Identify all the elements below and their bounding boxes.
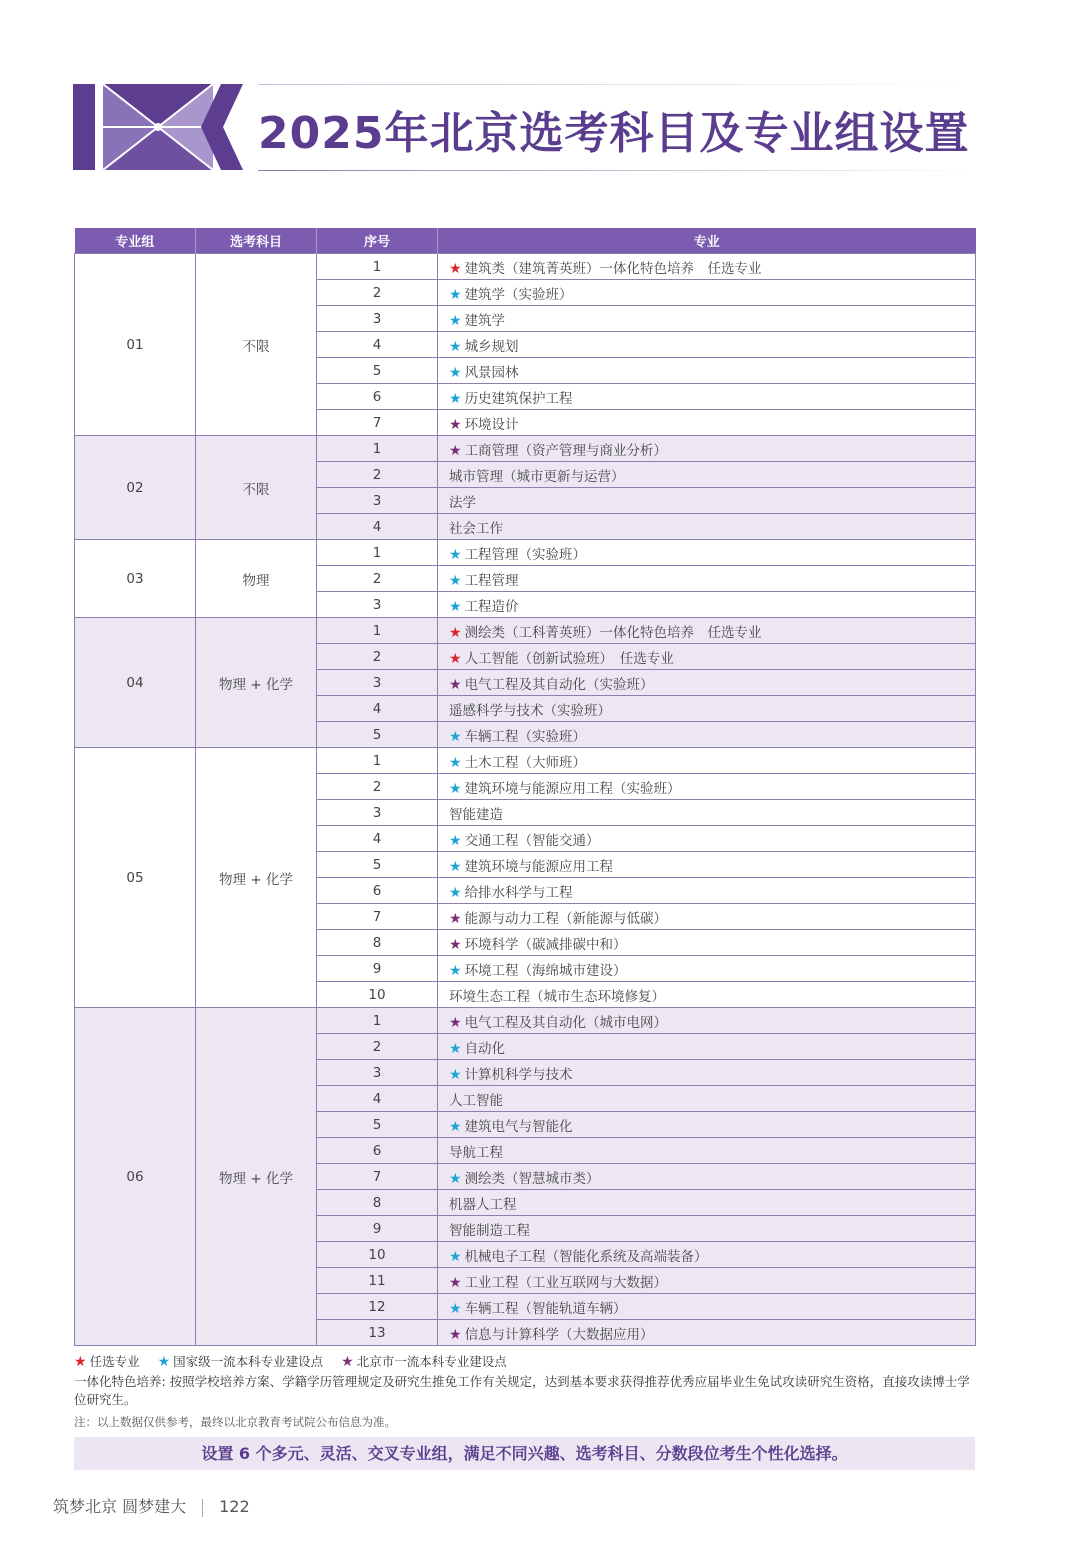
major-name: 工业工程（工业互联网与大数据） <box>464 1274 668 1291</box>
subjects-cell: 物理 <box>196 540 317 618</box>
blue-star-icon: ★ <box>449 884 462 901</box>
group-cell: 01 <box>75 254 196 436</box>
major-name: 环境工程（海绵城市建设） <box>464 962 627 979</box>
legend-label: 国家级一流本科专业建设点 <box>173 1354 324 1369</box>
number-cell: 4 <box>317 696 438 722</box>
number-cell: 2 <box>317 1034 438 1060</box>
major-name: 工程造价 <box>464 598 519 615</box>
page-number: 122 <box>219 1497 250 1516</box>
major-name: 电气工程及其自动化（城市电网） <box>464 1014 668 1031</box>
column-header-group: 专业组 <box>75 228 196 254</box>
purple-star-icon: ★ <box>449 1014 462 1031</box>
legend-item-beijing <box>341 1354 507 1369</box>
blue-star-icon: ★ <box>449 1248 462 1265</box>
major-cell <box>438 982 976 1008</box>
column-header-major: 专业 <box>438 228 976 254</box>
purple-star-icon: ★ <box>449 416 462 433</box>
number-cell: 1 <box>317 540 438 566</box>
major-name: 社会工作 <box>449 520 503 537</box>
major-name: 建筑电气与智能化 <box>464 1118 573 1135</box>
major-name: 智能制造工程 <box>449 1222 530 1239</box>
purple-star-icon: ★ <box>449 676 462 693</box>
blue-star-icon: ★ <box>449 1300 462 1317</box>
blue-star-icon: ★ <box>449 780 462 797</box>
major-name: 智能建造 <box>449 806 503 823</box>
major-cell <box>438 800 976 826</box>
major-cell <box>438 774 976 800</box>
blue-star-icon: ★ <box>449 832 462 849</box>
number-cell: 8 <box>317 1190 438 1216</box>
blue-star-icon: ★ <box>449 1040 462 1057</box>
number-cell: 1 <box>317 1008 438 1034</box>
number-cell: 7 <box>317 904 438 930</box>
number-cell: 3 <box>317 592 438 618</box>
number-cell: 8 <box>317 930 438 956</box>
subjects-cell: 物理 + 化学 <box>196 748 317 1008</box>
major-name: 环境设计 <box>464 416 519 433</box>
major-cell <box>438 1294 976 1320</box>
purple-star-icon: ★ <box>449 910 462 927</box>
major-cell <box>438 748 976 774</box>
number-cell: 9 <box>317 956 438 982</box>
legend-label: 任选专业 <box>89 1354 140 1369</box>
blue-star-icon: ★ <box>449 598 462 615</box>
title-rule-top <box>258 84 978 85</box>
title-rule-bottom <box>258 170 978 171</box>
number-cell: 1 <box>317 748 438 774</box>
major-cell <box>438 1086 976 1112</box>
purple-star-icon: ★ <box>341 1354 354 1370</box>
blue-star-icon: ★ <box>449 858 462 875</box>
major-name: 建筑类（建筑菁英班）一体化特色培养 任选专业 <box>464 260 762 277</box>
major-cell <box>438 306 976 332</box>
major-name: 建筑学（实验班） <box>464 286 573 303</box>
red-star-icon: ★ <box>449 650 462 667</box>
subjects-cell: 物理 + 化学 <box>196 618 317 748</box>
blue-star-icon: ★ <box>449 312 462 329</box>
group-cell: 03 <box>75 540 196 618</box>
number-cell: 2 <box>317 774 438 800</box>
major-cell <box>438 462 976 488</box>
group-cell: 06 <box>75 1008 196 1346</box>
major-cell <box>438 852 976 878</box>
major-name: 法学 <box>449 494 476 511</box>
blue-star-icon: ★ <box>449 286 462 303</box>
table-body <box>75 254 976 1346</box>
integrated-training-note: 一体化特色培养: 按照学校培养方案、学籍学历管理规定及研究生推免工作有关规定，达到基本要求获得推荐优秀应届毕业生免试攻读研究生资格，直接攻读博士学位研究生。 <box>74 1374 970 1407</box>
major-name: 环境生态工程（城市生态环境修复） <box>449 988 665 1005</box>
major-cell <box>438 566 976 592</box>
page-title: 2025年北京选考科目及专业组设置 <box>258 108 970 159</box>
major-name: 信息与计算科学（大数据应用） <box>464 1326 654 1343</box>
major-cell <box>438 696 976 722</box>
major-name: 自动化 <box>464 1040 506 1057</box>
major-name: 电气工程及其自动化（实验班） <box>464 676 654 693</box>
number-cell: 3 <box>317 670 438 696</box>
group-cell: 04 <box>75 618 196 748</box>
summary-banner: 设置 6 个多元、灵活、交叉专业组，满足不同兴趣、选考科目、分数段位考生个性化选择。 <box>74 1437 975 1470</box>
number-cell: 6 <box>317 1138 438 1164</box>
major-name: 环境科学（碳减排碳中和） <box>464 936 627 953</box>
major-cell <box>438 644 976 670</box>
footer-divider <box>202 1499 203 1517</box>
blue-star-icon: ★ <box>449 1118 462 1135</box>
major-cell <box>438 1138 976 1164</box>
major-cell <box>438 1008 976 1034</box>
major-cell <box>438 332 976 358</box>
red-star-icon: ★ <box>449 260 462 277</box>
major-name: 测绘类（工科菁英班）一体化特色培养 任选专业 <box>464 624 762 641</box>
legend <box>74 1352 521 1370</box>
number-cell: 9 <box>317 1216 438 1242</box>
table-header-row <box>75 228 976 254</box>
major-cell <box>438 358 976 384</box>
major-cell <box>438 1268 976 1294</box>
number-cell: 5 <box>317 722 438 748</box>
blue-star-icon: ★ <box>449 390 462 407</box>
major-name: 交通工程（智能交通） <box>464 832 600 849</box>
blue-star-icon: ★ <box>449 1170 462 1187</box>
red-star-icon: ★ <box>74 1354 87 1370</box>
major-cell <box>438 670 976 696</box>
major-name: 遥感科学与技术（实验班） <box>449 702 611 719</box>
number-cell: 4 <box>317 514 438 540</box>
number-cell: 4 <box>317 826 438 852</box>
number-cell: 13 <box>317 1320 438 1346</box>
page-footer <box>53 1494 250 1517</box>
major-cell <box>438 1060 976 1086</box>
major-cell <box>438 1164 976 1190</box>
number-cell: 2 <box>317 280 438 306</box>
purple-star-icon: ★ <box>449 1274 462 1291</box>
column-header-number: 序号 <box>317 228 438 254</box>
major-name: 车辆工程（实验班） <box>464 728 587 745</box>
blue-star-icon: ★ <box>449 338 462 355</box>
number-cell: 3 <box>317 306 438 332</box>
major-cell <box>438 436 976 462</box>
blue-star-icon: ★ <box>157 1354 171 1370</box>
blue-star-icon: ★ <box>449 546 462 563</box>
major-cell <box>438 618 976 644</box>
blue-star-icon: ★ <box>449 754 462 771</box>
legend-label: 北京市一流本科专业建设点 <box>356 1354 507 1369</box>
major-name: 城市管理（城市更新与运营） <box>449 468 625 485</box>
major-name: 工商管理（资产管理与商业分析） <box>464 442 668 459</box>
footer-slogan: 筑梦北京 圆梦建大 <box>53 1497 187 1516</box>
major-name: 导航工程 <box>449 1144 503 1161</box>
major-name: 测绘类（智慧城市类） <box>464 1170 600 1187</box>
number-cell: 5 <box>317 358 438 384</box>
number-cell: 10 <box>317 1242 438 1268</box>
major-name: 历史建筑保护工程 <box>464 390 573 407</box>
table-row <box>75 748 976 774</box>
table-row <box>75 540 976 566</box>
number-cell: 1 <box>317 254 438 280</box>
major-cell <box>438 878 976 904</box>
major-cell <box>438 930 976 956</box>
number-cell: 1 <box>317 436 438 462</box>
number-cell: 3 <box>317 1060 438 1086</box>
major-name: 人工智能（创新试验班） 任选专业 <box>464 650 674 667</box>
major-name: 建筑环境与能源应用工程（实验班） <box>464 780 681 797</box>
major-cell <box>438 722 976 748</box>
major-cell <box>438 592 976 618</box>
group-cell: 02 <box>75 436 196 540</box>
major-cell <box>438 1320 976 1346</box>
table-row <box>75 436 976 462</box>
purple-star-icon: ★ <box>449 936 462 953</box>
blue-star-icon: ★ <box>449 364 462 381</box>
major-cell <box>438 956 976 982</box>
number-cell: 4 <box>317 332 438 358</box>
major-cell <box>438 540 976 566</box>
purple-star-icon: ★ <box>449 1326 462 1343</box>
number-cell: 12 <box>317 1294 438 1320</box>
major-name: 计算机科学与技术 <box>464 1066 573 1083</box>
blue-star-icon: ★ <box>449 572 462 589</box>
number-cell: 10 <box>317 982 438 1008</box>
blue-star-icon: ★ <box>449 1066 462 1083</box>
major-name: 工程管理 <box>464 572 519 589</box>
number-cell: 1 <box>317 618 438 644</box>
major-cell <box>438 1216 976 1242</box>
major-cell <box>438 254 976 280</box>
major-name: 土木工程（大师班） <box>464 754 587 771</box>
major-cell <box>438 488 976 514</box>
number-cell: 6 <box>317 878 438 904</box>
number-cell: 11 <box>317 1268 438 1294</box>
major-cell <box>438 826 976 852</box>
major-cell <box>438 1190 976 1216</box>
brand-logo-icon <box>73 84 243 170</box>
major-cell <box>438 904 976 930</box>
number-cell: 7 <box>317 410 438 436</box>
major-name: 能源与动力工程（新能源与低碳） <box>464 910 668 927</box>
major-name: 城乡规划 <box>464 338 519 355</box>
blue-star-icon: ★ <box>449 728 462 745</box>
major-cell <box>438 410 976 436</box>
major-cell <box>438 384 976 410</box>
major-cell <box>438 280 976 306</box>
number-cell: 3 <box>317 800 438 826</box>
major-cell <box>438 1242 976 1268</box>
subjects-cell: 物理 + 化学 <box>196 1008 317 1346</box>
group-cell: 05 <box>75 748 196 1008</box>
major-name: 风景园林 <box>464 364 519 381</box>
table-row <box>75 618 976 644</box>
blue-star-icon: ★ <box>449 962 462 979</box>
major-cell <box>438 1112 976 1138</box>
major-name: 车辆工程（智能轨道车辆） <box>464 1300 627 1317</box>
table-row <box>75 254 976 280</box>
number-cell: 5 <box>317 1112 438 1138</box>
major-name: 机器人工程 <box>449 1196 517 1213</box>
major-name: 建筑学 <box>464 312 506 329</box>
major-name: 给排水科学与工程 <box>464 884 573 901</box>
number-cell: 2 <box>317 644 438 670</box>
number-cell: 6 <box>317 384 438 410</box>
table-row <box>75 1008 976 1034</box>
major-name: 机械电子工程（智能化系统及高端装备） <box>464 1248 708 1265</box>
column-header-subjects: 选考科目 <box>196 228 317 254</box>
subjects-cell: 不限 <box>196 436 317 540</box>
legend-item-optional <box>74 1354 140 1369</box>
red-star-icon: ★ <box>449 624 462 641</box>
disclaimer-note: 注：以上数据仅供参考，最终以北京教育考试院公布信息为准。 <box>74 1415 396 1429</box>
number-cell: 5 <box>317 852 438 878</box>
major-name: 工程管理（实验班） <box>464 546 587 563</box>
subjects-cell: 不限 <box>196 254 317 436</box>
number-cell: 7 <box>317 1164 438 1190</box>
major-group-table <box>74 228 976 1346</box>
number-cell: 4 <box>317 1086 438 1112</box>
major-cell <box>438 1034 976 1060</box>
purple-star-icon: ★ <box>449 442 462 459</box>
legend-item-national <box>158 1354 324 1369</box>
number-cell: 2 <box>317 566 438 592</box>
major-name: 人工智能 <box>449 1092 503 1109</box>
major-cell <box>438 514 976 540</box>
major-name: 建筑环境与能源应用工程 <box>464 858 614 875</box>
number-cell: 3 <box>317 488 438 514</box>
number-cell: 2 <box>317 462 438 488</box>
